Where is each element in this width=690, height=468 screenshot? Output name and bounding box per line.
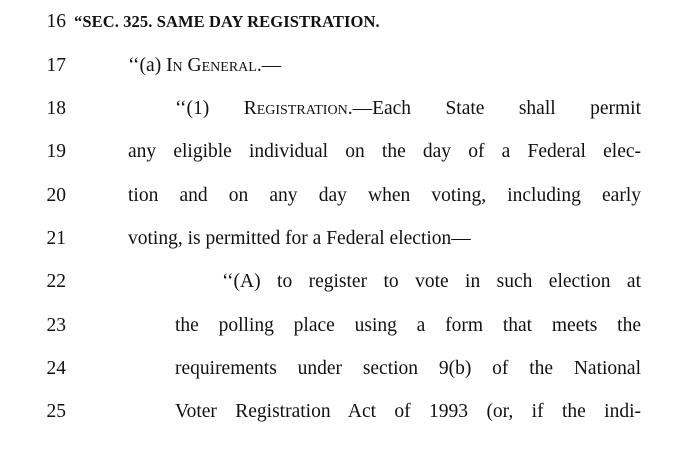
line-number: 23 (46, 315, 66, 336)
body-text: voting, is permitted for a Federal election— (128, 228, 471, 249)
subparagraph-text: requirements under section 9(b) of the National (175, 358, 641, 379)
subsection-prefix: ‘‘(a) (128, 55, 167, 76)
bill-line (0, 7, 690, 37)
paragraph-heading-line (175, 94, 641, 124)
body-text: tion and on any day when voting, including early (128, 185, 641, 206)
subsection-heading (128, 51, 281, 81)
subparagraph-text: ‘‘(A) to register to vote in such election at (222, 271, 641, 292)
subsection-suffix: .— (256, 55, 282, 76)
subparagraph-text: Voter Registration Act of 1993 (or, if the indi- (175, 401, 641, 422)
line-number: 19 (46, 141, 66, 162)
paragraph-text: .—Each State shall permit (347, 98, 641, 119)
line-number: 24 (46, 358, 66, 379)
line-number: 20 (46, 185, 66, 206)
line-number: 16 (46, 11, 66, 32)
bill-line (0, 311, 690, 341)
line-number: 17 (46, 55, 66, 76)
bill-line (0, 51, 690, 81)
section-heading: “SEC. 325. SAME DAY REGISTRATION. (74, 12, 380, 31)
bill-line (0, 137, 690, 167)
bill-line (0, 354, 690, 384)
line-number: 22 (46, 271, 66, 292)
bill-line (0, 94, 690, 124)
body-text: any eligible individual on the day of a Federal elec- (128, 141, 641, 162)
paragraph-prefix: ‘‘(1) (175, 98, 244, 119)
paragraph-title: Registration (243, 98, 348, 119)
subparagraph-text: the polling place using a form that meets the (175, 315, 641, 336)
bill-line (0, 181, 690, 211)
line-number: 18 (46, 98, 66, 119)
bill-line (0, 397, 690, 427)
line-number: 25 (46, 401, 66, 422)
bill-line (0, 224, 690, 254)
line-number: 21 (46, 228, 66, 249)
subsection-title: In General (166, 55, 257, 76)
bill-line (0, 267, 690, 297)
